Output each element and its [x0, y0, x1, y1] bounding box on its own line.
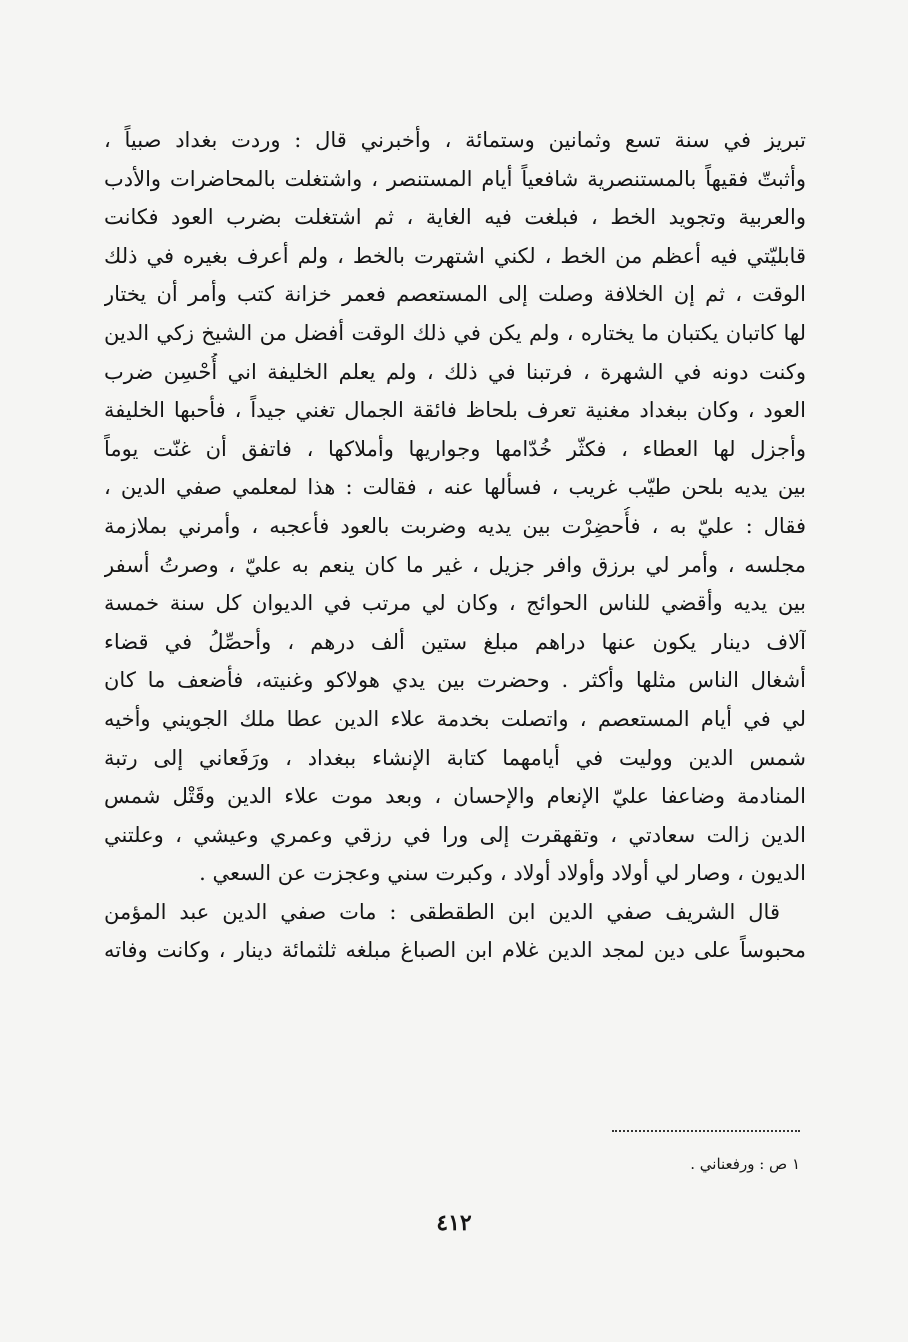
text-line: أشغال الناس مثلها وأكثر . وحضرت بين يدي هولاكو وغنيته، فأضعف ما كان — [104, 668, 806, 693]
text-line: بين يديه وأقضي للناس الحوائج ، وكان لي مرتب في الديوان كل سنة خمسة — [104, 591, 806, 616]
paragraph-start-line: قال الشريف صفي الدين ابن الطقطقى : مات صفي الدين عبد المؤمن — [104, 899, 780, 924]
text-line: العود ، وكان ببغداد مغنية تعرف بلحاظ فائقة الجمال تغني جيداً ، فأحبها الخليفة — [104, 398, 806, 423]
text-line: لي في أيام المستعصم ، واتصلت بخدمة علاء الدين عطا ملك الجويني وأخيه — [104, 706, 806, 731]
text-line: الوقت ، ثم إن الخلافة وصلت إلى المستعصم فعمر خزانة كتب وأمر أن يختار — [104, 282, 806, 307]
text-line: وكنت دونه في الشهرة ، فرتبنا في ذلك ، ولم يعلم الخليفة اني أُحْسِن ضرب — [104, 359, 806, 384]
text-line: شمس الدين ووليت في أيامهما كتابة الإنشاء ببغداد ، ورَفَعاني إلى رتبة — [104, 745, 806, 770]
page-number: ٤١٢ — [436, 1210, 472, 1236]
text-line: وأجزل لها العطاء ، فكثّر خُدّامها وجواريها وأملاكها ، فاتفق أن غنّت يوماً — [104, 436, 806, 461]
footnote: ١ ص : ورفعناني . — [690, 1155, 800, 1173]
text-line: تبريز في سنة تسع وثمانين وستمائة ، وأخبرني قال : وردت بغداد صبياً ، — [104, 128, 806, 152]
text-line: المنادمة وضاعفا عليّ الإنعام والإحسان ، وبعد موت علاء الدين وقَتْل شمس — [104, 784, 806, 809]
text-line: وأثبتّ فقيهاً بالمستنصرية شافعياً أيام المستنصر ، واشتغلت بالمحاضرات والأدب — [104, 166, 806, 191]
footnote-separator — [612, 1130, 800, 1132]
text-line: لها كاتبان يكتبان ما يختاره ، ولم يكن في ذلك الوقت أفضل من الشيخ زكي الدين — [104, 320, 806, 345]
text-line: والعربية وتجويد الخط ، فبلغت فيه الغاية ، ثم اشتغلت بضرب العود فكانت — [104, 205, 806, 230]
text-line: محبوساً على دين لمجد الدين غلام ابن الصباغ مبلغه ثلثمائة دينار ، وكانت وفاته — [104, 938, 806, 963]
text-line: الدين زالت سعادتي ، وتقهقرت إلى ورا في رزقي وعمري وعيشي ، وعلتني — [104, 822, 806, 847]
text-line: مجلسه ، وأمر لي برزق وافر جزيل ، غير ما كان ينعم به عليّ ، وصرتُ أسفر — [104, 552, 806, 577]
text-line: قابليّتي فيه أعظم من الخط ، لكني اشتهرت بالخط ، ولم أعرف بغيره في ذلك — [104, 243, 806, 268]
text-line: فقال : عليّ به ، فأُحضِرْت بين يديه وضربت بالعود فأعجبه ، وأمرني بملازمة — [104, 513, 806, 538]
text-line: الديون ، وصار لي أولاد وأولاد أولاد ، وكبرت سني وعجزت عن السعي . — [199, 861, 806, 886]
text-line: آلاف دينار يكون عنها دراهم مبلغ ستين ألف درهم ، وأحصِّلُ في قضاء — [104, 629, 806, 654]
text-line: بين يديه بلحن طيّب غريب ، فسألها عنه ، فقالت : هذا لمعلمي صفي الدين ، — [104, 475, 806, 500]
body-text — [104, 121, 806, 970]
